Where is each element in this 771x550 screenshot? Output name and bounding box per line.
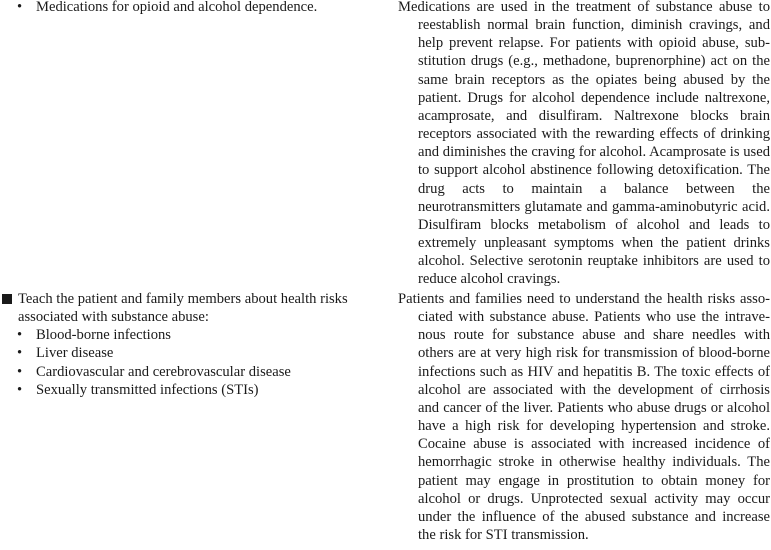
square-bullet-icon: [2, 294, 12, 304]
intervention-heading-text: Teach the patient and family members about health risks associated with substance abuse:: [18, 291, 348, 326]
rationale-column: [398, 0, 770, 289]
intervention-column: [0, 0, 385, 16]
intervention-column: [0, 290, 385, 399]
bullet-text: Liver disease: [36, 345, 114, 362]
rationale-column: [398, 290, 770, 544]
bullet-icon: •: [17, 0, 23, 15]
list-item: [0, 326, 385, 344]
bullet-icon: •: [17, 327, 23, 344]
list-item: [0, 363, 385, 381]
bullet-text: Blood-borne infections: [36, 327, 171, 344]
list-item: [0, 381, 385, 399]
list-item: [0, 0, 385, 16]
intervention-heading: [0, 290, 385, 326]
rationale-text: Medications are used in the treatment of substance abuse to reestablish normal brain function, diminish cravings, and help prevent relapse. For patients with opioid abuse, substitution drugs (e.g., methadone, buprenorphine) act on the same brain receptors as the opiates being abused by the patient. Drugs for alcohol dependence include naltrexone, acamprosate, and disulfiram. Naltrexone blocks brain receptors associated with the rewarding effects of drinking and diminishes the craving for alcohol. Acamprosate is used to support alcohol abstinence following detoxification. The drug acts to maintain a balance between the neurotransmitters glutamate and gamma-aminobutyric acid. Disulfiram blocks metabolism of alcohol and leads to extremely unpleasant symptoms when the patient drinks alcohol. Selective serotonin reuptake inhibitors are used to reduce alcohol cravings.: [398, 0, 770, 288]
bullet-text: Cardiovascular and cerebrovascular disease: [36, 363, 291, 380]
bullet-icon: •: [17, 381, 23, 398]
bullet-text: Medications for opioid and alcohol dependence.: [36, 0, 318, 15]
rationale-text: Patients and families need to understand the health risks associated with substance abuse. Patients who use the intravenous route for substance abuse and share needles with others are at very high risk for transmission of blood-borne infections such as HIV and hepatitis B. The toxic effects of alcohol are associated with the development of cirrhosis and cancer of the liver. Patients who abuse drugs or alcohol have a high risk for developing hypertension and stroke. Cocaine abuse is associated with increased incidence of hemorrhagic stroke in otherwise healthy individuals. The patient may engage in prostitution to obtain money for alcohol or drugs. Unprotected sexual activity may occur under the influence of the abused substance and increase the risk for STI transmission.: [398, 291, 770, 544]
intervention-bullet-list: [0, 0, 385, 16]
care-plan-row-health-risks: [0, 290, 771, 550]
bullet-icon: •: [17, 345, 23, 362]
bullet-text: Sexually transmitted infections (STIs): [36, 381, 259, 398]
intervention-bullet-list: [0, 326, 385, 399]
bullet-icon: •: [17, 363, 23, 380]
list-item: [0, 344, 385, 362]
